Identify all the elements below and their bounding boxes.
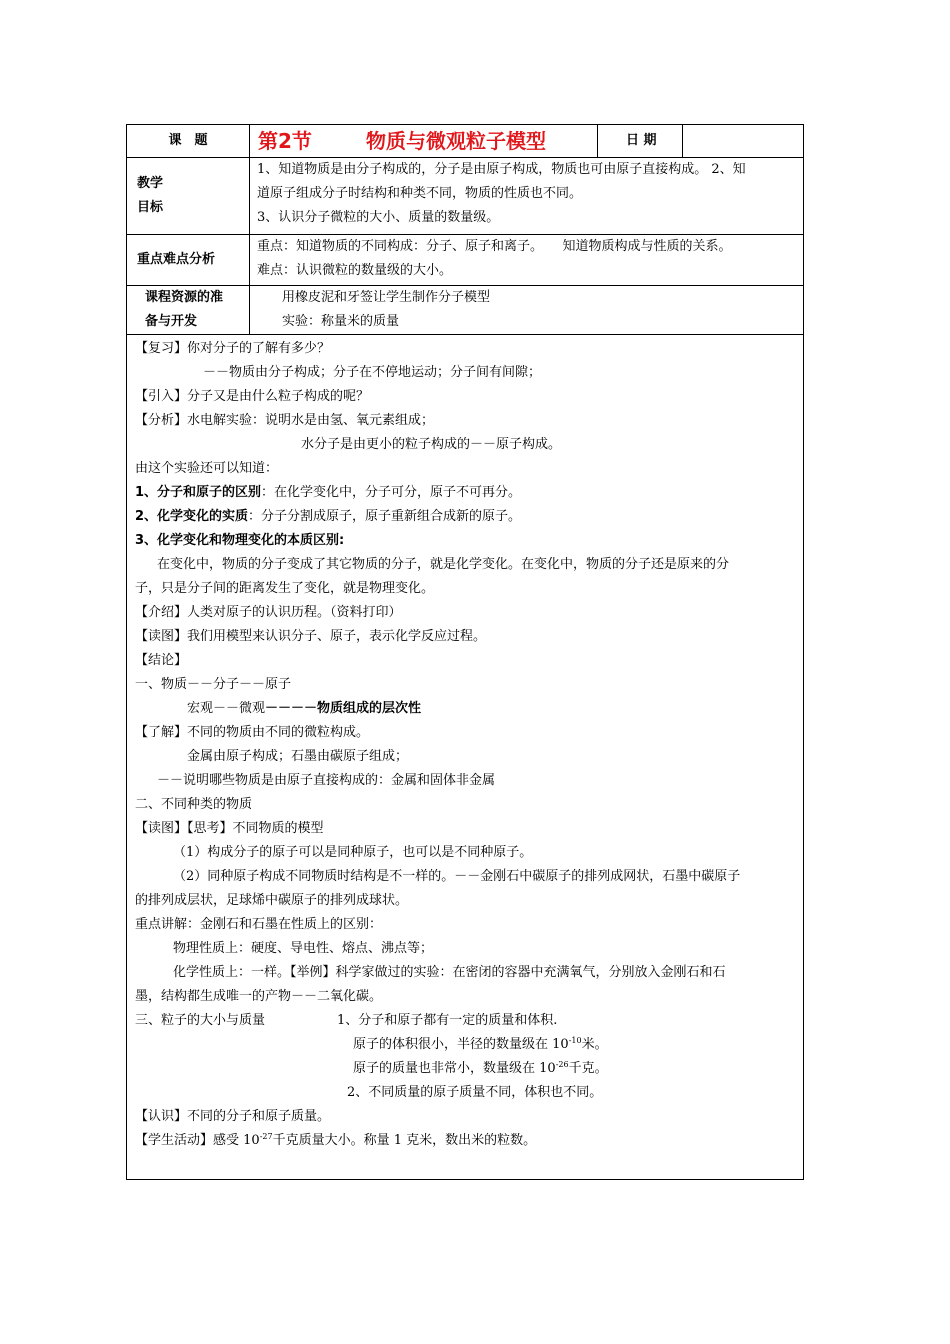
read-figure-line: 【读图】我们用模型来认识分子、原子，表示化学反应过程。 xyxy=(135,629,487,644)
key-points-row xyxy=(127,235,803,286)
introduce-line: 【介绍】人类对原子的认识历程。（资料打印） xyxy=(135,605,402,620)
point-one-line: （1）构成分子的原子可以是同种原子，也可以是不同种原子。 xyxy=(173,845,533,860)
chemical-properties-line-1: 化学性质上：一样。【举例】科学家做过的实验：在密闭的容器中充满氧气，分别放入金刚石和石 xyxy=(173,965,726,980)
topic-label: 课 题 xyxy=(168,133,208,148)
difference-line xyxy=(135,481,521,505)
header-row xyxy=(127,125,803,158)
analysis-conclusion-line: 水分子是由更小的粒子构成的－－原子构成。 xyxy=(301,437,562,452)
point-two-line-1: （2）同种原子构成不同物质时结构是不一样的。－－金刚石中碳原子的排列成网状，石墨中碳原子 xyxy=(173,869,741,884)
atom-volume-text: 原子的体积很小，半径的数量级在 10 xyxy=(353,1037,569,1052)
macro-micro-text: 宏观－－微观 xyxy=(187,701,266,716)
resource-label-1: 课程资源的准 xyxy=(145,290,224,305)
review-answer-line: －－物质由分子构成；分子在不停地运动；分子间有间隙； xyxy=(203,365,542,380)
different-mass-line: 2、不同质量的原子质量不同，体积也不同。 xyxy=(347,1085,603,1100)
section-three-heading: 三、粒子的大小与质量 xyxy=(135,1013,266,1028)
goals-line-3: 3、认识分子微粒的大小、质量的数量级。 xyxy=(257,210,500,225)
section-two-heading: 二、不同种类的物质 xyxy=(135,797,253,812)
date-value-cell xyxy=(683,125,803,157)
atom-volume-line xyxy=(353,1033,608,1057)
chemical-properties-line-2: 墨，结构都生成唯一的产物－－二氧化碳。 xyxy=(135,989,383,1004)
resource-line-2: 实验：称量米的质量 xyxy=(282,314,400,329)
atom-mass-line xyxy=(353,1057,608,1081)
goals-label-1: 教学 xyxy=(137,176,164,191)
key-line-2: 难点：认识微粒的数量级的大小。 xyxy=(257,263,453,278)
student-activity-exponent: -27 xyxy=(259,1132,273,1141)
resource-content-cell xyxy=(250,286,803,334)
essence-line xyxy=(135,505,521,529)
recognize-line: 【认识】不同的分子和原子质量。 xyxy=(135,1109,331,1124)
essence-heading: 2、化学变化的实质 xyxy=(135,509,249,524)
page-title: 物质与微观粒子模型 xyxy=(366,129,546,153)
atom-volume-exponent: -10 xyxy=(568,1036,582,1045)
hierarchy-text: －－－－物质组成的层次性 xyxy=(265,701,422,716)
read-think-line: 【读图】【思考】不同物质的模型 xyxy=(135,821,324,836)
goals-label-2: 目标 xyxy=(137,200,164,215)
difference-heading: 1、分子和原子的区别 xyxy=(135,485,262,500)
section-number: 第2节 xyxy=(258,129,312,153)
resource-label-cell xyxy=(127,286,250,334)
title-cell xyxy=(250,125,598,157)
conclusion-heading: 【结论】 xyxy=(135,653,188,668)
atom-mass-text: 原子的质量也非常小，数量级在 10 xyxy=(353,1061,556,1076)
lesson-plan-table xyxy=(126,124,804,1180)
key-line-1: 重点：知道物质的不同构成：分子、原子和离子。 知道物质构成与性质的关系。 xyxy=(257,239,732,254)
experiment-note-line: 由这个实验还可以知道： xyxy=(135,461,279,476)
mass-volume-line: 1、分子和原子都有一定的质量和体积. xyxy=(337,1013,558,1028)
point-two-line-2: 的排列成层状，足球烯中碳原子的排列成球状。 xyxy=(135,893,409,908)
change-distinction-heading: 3、化学变化和物理变化的本质区别: xyxy=(135,533,345,548)
key-explanation-line: 重点讲解：金刚石和石墨在性质上的区别： xyxy=(135,917,383,932)
section-one-heading: 一、物质－－分子－－原子 xyxy=(135,677,292,692)
key-label: 重点难点分析 xyxy=(137,252,216,267)
topic-label-cell xyxy=(127,125,250,157)
intro-line: 【引入】分子又是由什么粒子构成的呢？ xyxy=(135,389,370,404)
goals-label-cell xyxy=(127,158,250,234)
atom-mass-unit: 千克。 xyxy=(568,1061,608,1076)
change-distinction-line-2: 子，只是分子间的距离发生了变化，就是物理变化。 xyxy=(135,581,435,596)
metal-graphite-line: 金属由原子构成；石墨由碳原子组成； xyxy=(187,749,409,764)
key-label-cell xyxy=(127,235,250,285)
student-activity-text: 【学生活动】感受 10 xyxy=(135,1133,260,1148)
atom-volume-unit: 米。 xyxy=(581,1037,608,1052)
goals-content-cell xyxy=(250,158,803,234)
analysis-line: 【分析】水电解实验：说明水是由氢、氧元素组成； xyxy=(135,413,435,428)
essence-text: ：分子分割成原子，原子重新组合成新的原子。 xyxy=(248,509,522,524)
goals-line-2: 道原子组成分子时结构和种类不同，物质的性质也不同。 xyxy=(257,186,583,201)
atomic-substances-line: －－说明哪些物质是由原子直接构成的：金属和固体非金属 xyxy=(157,773,496,788)
date-label: 日 期 xyxy=(626,133,657,148)
goals-row xyxy=(127,158,803,235)
student-activity-rest: 千克质量大小。称量 1 克米，数出米的粒数。 xyxy=(272,1133,537,1148)
date-label-cell xyxy=(598,125,683,157)
student-activity-line xyxy=(135,1129,536,1153)
change-distinction-line-1: 在变化中，物质的分子变成了其它物质的分子，就是化学变化。在变化中，物质的分子还是原来的分 xyxy=(157,557,730,572)
resources-row xyxy=(127,286,803,335)
resource-label-2: 备与开发 xyxy=(145,314,198,329)
difference-text: ：在化学变化中，分子可分，原子不可再分。 xyxy=(261,485,522,500)
atom-mass-exponent: -26 xyxy=(555,1060,569,1069)
resource-line-1: 用橡皮泥和牙签让学生制作分子模型 xyxy=(282,290,491,305)
key-content-cell xyxy=(250,235,803,285)
understand-line: 【了解】不同的物质由不同的微粒构成。 xyxy=(135,725,370,740)
macro-micro-line xyxy=(187,697,421,721)
physical-properties-line: 物理性质上：硬度、导电性、熔点、沸点等； xyxy=(173,941,434,956)
goals-line-1: 1、知道物质是由分子构成的，分子是由原子构成，物质也可由原子直接构成。 2、知 xyxy=(257,162,746,177)
review-line: 【复习】你对分子的了解有多少？ xyxy=(135,341,331,356)
